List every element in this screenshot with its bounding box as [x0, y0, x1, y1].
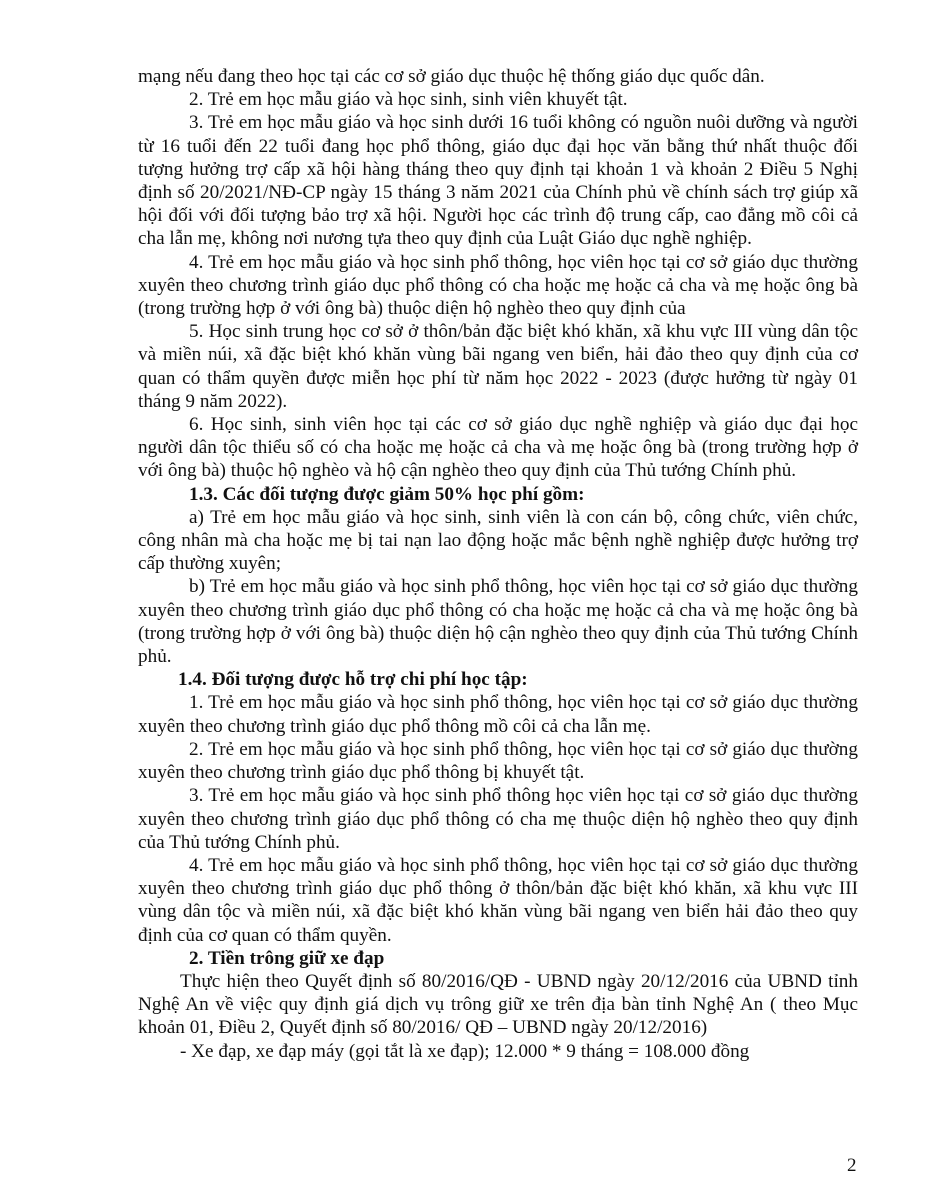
support-item-4: 4. Trẻ em học mẫu giáo và học sinh phổ thông, học viên học tại cơ sở giáo dục thường xuyên theo chương trình giáo dục phổ thông ở thôn/bản đặc biệt khó khăn, xã khu vực III vùng dân tộc và miền núi, xã đặc biệt khó khăn vùng bãi ngang ven biển hải đảo theo quy định của cơ quan có thẩm quyền. — [138, 854, 858, 946]
paragraph-continuation: mạng nếu đang theo học tại các cơ sở giáo dục thuộc hệ thống giáo dục quốc dân. — [138, 66, 765, 87]
support-item-1: 1. Trẻ em học mẫu giáo và học sinh phổ thông, học viên học tại cơ sở giáo dục thường xuyên theo chương trình giáo dục phổ thông mồ côi cả cha lẫn mẹ. — [138, 692, 858, 737]
section-heading-1-3: 1.3. Các đối tượng được giảm 50% học phí gồm: — [189, 483, 585, 505]
paragraph-decision: Thực hiện theo Quyết định số 80/2016/QĐ - UBND ngày 20/12/2016 của UBND tỉnh Nghệ An về việc quy định giá dịch vụ trông giữ xe trên địa bàn tỉnh Nghệ An ( theo Mục khoản 01, Điều 2, Quyết định số 80/2016/ QĐ – UBND ngày 20/12/2016) — [138, 970, 858, 1039]
body-text — [138, 65, 858, 1063]
paragraph-item-5: 5. Học sinh trung học cơ sở ở thôn/bản đặc biệt khó khăn, xã khu vực III vùng dân tộc và miền núi, xã đặc biệt khó khăn vùng bãi ngang ven biển, hải đảo theo quy định của cơ quan có thẩm quyền được miễn học phí từ năm học 2022 - 2023 (được hưởng từ ngày 01 tháng 9 năm 2022). — [138, 321, 858, 412]
section-heading-2: 2. Tiền trông giữ xe đạp — [189, 947, 385, 969]
section-heading-1-4: 1.4. Đối tượng được hỗ trợ chi phí học tập: — [178, 669, 528, 691]
paragraph-item-2: 2. Trẻ em học mẫu giáo và học sinh, sinh viên khuyết tật. — [189, 89, 628, 111]
paragraph-fee-line: - Xe đạp, xe đạp máy (gọi tắt là xe đạp); 12.000 * 9 tháng = 108.000 đồng — [180, 1040, 750, 1062]
support-item-3: 3. Trẻ em học mẫu giáo và học sinh phổ thông học viên học tại cơ sở giáo dục thường xuyên theo chương trình giáo dục phổ thông có cha mẹ thuộc diện hộ nghèo theo quy định của Thủ tướng Chính phủ. — [138, 785, 858, 853]
support-item-2: 2. Trẻ em học mẫu giáo và học sinh phổ thông, học viên học tại cơ sở giáo dục thường xuyên theo chương trình giáo dục phổ thông bị khuyết tật. — [138, 738, 858, 784]
paragraph-item-b: b) Trẻ em học mẫu giáo và học sinh phổ thông, học viên học tại cơ sở giáo dục thường xuyên theo chương trình giáo dục phổ thông có cha hoặc mẹ hoặc cả cha và mẹ hoặc ông bà (trong trường hợp ở với ông bà) thuộc diện hộ cận nghèo theo quy định của Thủ tướng Chính phủ. — [138, 576, 858, 668]
paragraph-item-6: 6. Học sinh, sinh viên học tại các cơ sở giáo dục nghề nghiệp và giáo dục đại học người dân tộc thiểu số có cha hoặc mẹ hoặc cả cha và mẹ hoặc ông bà (trong trường hợp ở với ông bà) thuộc hộ nghèo và hộ cận nghèo theo quy định của Thủ tướng Chính phủ. — [138, 414, 858, 482]
paragraph-item-a: a) Trẻ em học mẫu giáo và học sinh, sinh viên là con cán bộ, công chức, viên chức, công nhân mà cha hoặc mẹ bị tai nạn lao động hoặc mắc bệnh nghề nghiệp được hưởng trợ cấp thường xuyên; — [138, 506, 858, 575]
paragraph-item-4: 4. Trẻ em học mẫu giáo và học sinh phổ thông, học viên học tại cơ sở giáo dục thường xuyên theo chương trình giáo dục phổ thông có cha hoặc mẹ hoặc cả cha và mẹ hoặc ông bà (trong trường hợp ở với ông bà) thuộc diện hộ nghèo theo quy định của — [138, 251, 858, 320]
paragraph-item-3: 3. Trẻ em học mẫu giáo và học sinh dưới 16 tuổi không có nguồn nuôi dưỡng và người từ 16 tuổi đến 22 tuổi đang học phổ thông, giáo dục đại học văn bằng thứ nhất thuộc đối tượng hưởng trợ cấp xã hội hàng tháng theo quy định tại khoản 1 và khoản 2 Điều 5 Nghị định số 20/2021/NĐ-CP ngày 15 tháng 3 năm 2021 của Chính phủ về chính sách trợ giúp xã hội đối với đối tượng bảo trợ xã hội. Người học các trình độ trung cấp, cao đẳng mồ côi cả cha lẫn mẹ, không nơi nương tựa theo quy định của Luật Giáo dục nghề nghiệp. — [138, 112, 858, 250]
page-number: 2 — [847, 1155, 857, 1176]
